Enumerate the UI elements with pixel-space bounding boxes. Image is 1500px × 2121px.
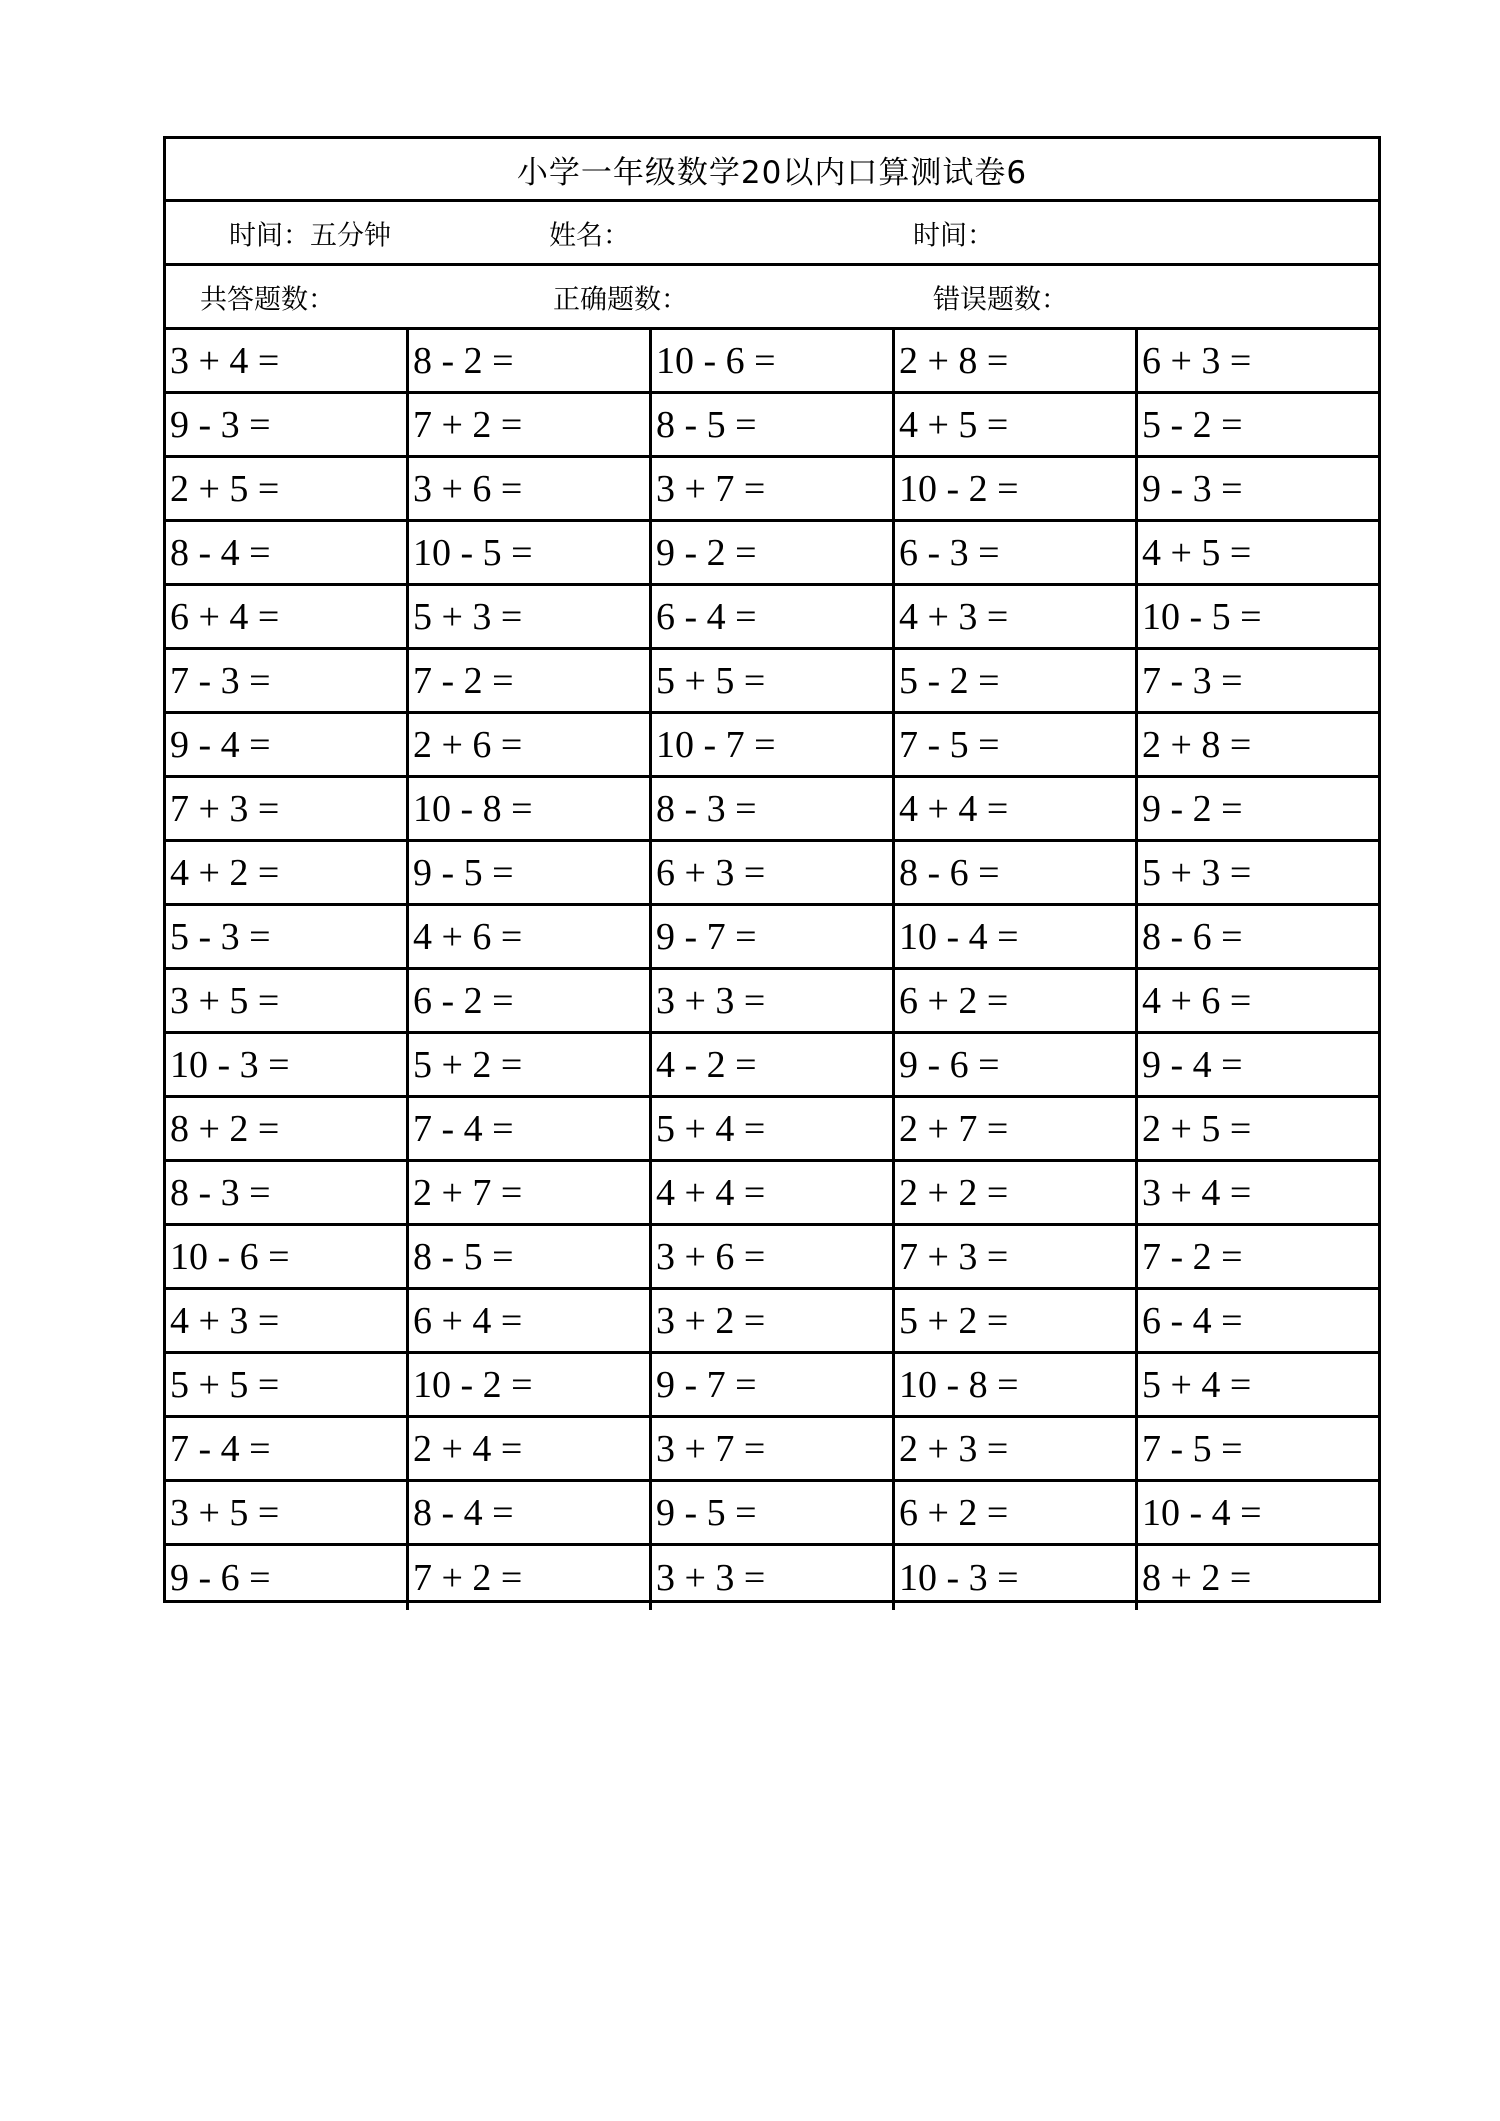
worksheet-table bbox=[163, 136, 1381, 1603]
problem-cell: 3 + 3 = bbox=[652, 1546, 895, 1610]
problem-cell: 3 + 6 = bbox=[409, 458, 652, 522]
problem-cell: 5 + 2 = bbox=[895, 1290, 1138, 1354]
problem-cell: 5 + 4 = bbox=[1138, 1354, 1378, 1418]
problem-cell: 4 + 3 = bbox=[895, 586, 1138, 650]
problem-cell: 8 - 5 = bbox=[409, 1226, 652, 1290]
problem-cell: 2 + 3 = bbox=[895, 1418, 1138, 1482]
problem-cell: 3 + 2 = bbox=[652, 1290, 895, 1354]
problem-cell: 7 + 2 = bbox=[409, 394, 652, 458]
problem-cell: 2 + 8 = bbox=[1138, 714, 1378, 778]
problem-cell: 2 + 2 = bbox=[895, 1162, 1138, 1226]
problem-cell: 10 - 8 = bbox=[895, 1354, 1138, 1418]
correct-count-label: 正确题数： bbox=[553, 284, 688, 315]
problem-cell: 5 + 5 = bbox=[652, 650, 895, 714]
problem-cell: 3 + 4 = bbox=[1138, 1162, 1378, 1226]
problem-cell: 9 - 7 = bbox=[652, 1354, 895, 1418]
problem-cell: 10 - 2 = bbox=[409, 1354, 652, 1418]
problem-cell: 9 - 3 = bbox=[166, 394, 409, 458]
problem-cell: 9 - 4 = bbox=[1138, 1034, 1378, 1098]
problem-cell: 10 - 8 = bbox=[409, 778, 652, 842]
problem-cell: 9 - 5 = bbox=[409, 842, 652, 906]
problem-cell: 3 + 4 = bbox=[166, 330, 409, 394]
problem-cell: 4 + 2 = bbox=[166, 842, 409, 906]
problem-cell: 6 + 4 = bbox=[409, 1290, 652, 1354]
problem-grid bbox=[166, 330, 1378, 1610]
problem-cell: 10 - 2 = bbox=[895, 458, 1138, 522]
problem-cell: 9 - 5 = bbox=[652, 1482, 895, 1546]
problem-cell: 4 - 2 = bbox=[652, 1034, 895, 1098]
problem-cell: 6 - 2 = bbox=[409, 970, 652, 1034]
problem-cell: 5 + 2 = bbox=[409, 1034, 652, 1098]
problem-cell: 2 + 5 = bbox=[166, 458, 409, 522]
info-row-scores bbox=[166, 266, 1378, 330]
problem-cell: 10 - 5 = bbox=[1138, 586, 1378, 650]
problem-cell: 3 + 5 = bbox=[166, 970, 409, 1034]
problem-cell: 7 + 3 = bbox=[895, 1226, 1138, 1290]
problem-cell: 2 + 5 = bbox=[1138, 1098, 1378, 1162]
title-row bbox=[166, 139, 1378, 202]
problem-cell: 9 - 2 = bbox=[652, 522, 895, 586]
problem-cell: 6 + 2 = bbox=[895, 1482, 1138, 1546]
problem-cell: 4 + 3 = bbox=[166, 1290, 409, 1354]
problem-cell: 2 + 4 = bbox=[409, 1418, 652, 1482]
problem-cell: 10 - 3 = bbox=[895, 1546, 1138, 1610]
name-field-label: 姓名： bbox=[549, 220, 630, 251]
problem-cell: 6 + 3 = bbox=[652, 842, 895, 906]
problem-cell: 4 + 6 = bbox=[409, 906, 652, 970]
problem-cell: 6 + 3 = bbox=[1138, 330, 1378, 394]
problem-cell: 7 - 5 = bbox=[895, 714, 1138, 778]
problem-cell: 7 + 3 = bbox=[166, 778, 409, 842]
problem-cell: 7 + 2 = bbox=[409, 1546, 652, 1610]
problem-cell: 3 + 6 = bbox=[652, 1226, 895, 1290]
problem-cell: 4 + 5 = bbox=[895, 394, 1138, 458]
problem-cell: 8 + 2 = bbox=[1142, 1557, 1252, 1599]
problem-cell: 9 - 7 = bbox=[652, 906, 895, 970]
problem-cell: 5 + 3 = bbox=[1138, 842, 1378, 906]
problem-cell: 6 - 4 = bbox=[652, 586, 895, 650]
problem-cell: 4 + 5 = bbox=[1138, 522, 1378, 586]
problem-cell: 10 - 4 = bbox=[1138, 1482, 1378, 1546]
problem-cell: 8 - 4 = bbox=[409, 1482, 652, 1546]
problem-cell: 4 + 6 = bbox=[1138, 970, 1378, 1034]
problem-cell: 4 + 4 = bbox=[895, 778, 1138, 842]
problem-cell: 10 - 6 = bbox=[166, 1226, 409, 1290]
problem-cell: 6 + 4 = bbox=[166, 586, 409, 650]
wrong-count-label: 错误题数： bbox=[933, 284, 1068, 315]
problem-cell: 5 + 4 = bbox=[652, 1098, 895, 1162]
problem-cell: 5 - 3 = bbox=[166, 906, 409, 970]
problem-cell: 9 - 3 = bbox=[1138, 458, 1378, 522]
problem-cell: 6 - 3 = bbox=[895, 522, 1138, 586]
problem-cell: 10 - 6 = bbox=[652, 330, 895, 394]
problem-cell: 5 - 2 = bbox=[1138, 394, 1378, 458]
problem-cell: 2 + 6 = bbox=[409, 714, 652, 778]
problem-cell: 5 - 2 = bbox=[895, 650, 1138, 714]
problem-cell: 5 + 5 = bbox=[166, 1354, 409, 1418]
problem-cell: 9 - 6 = bbox=[895, 1034, 1138, 1098]
problem-cell: 5 + 3 = bbox=[409, 586, 652, 650]
worksheet-title: 小学一年级数学20以内口算测试卷6 bbox=[516, 154, 1028, 191]
problem-cell: 3 + 7 = bbox=[652, 458, 895, 522]
time-field-label: 时间： bbox=[913, 220, 994, 251]
problem-cell: 9 - 2 = bbox=[1138, 778, 1378, 842]
problem-cell: 9 - 6 = bbox=[166, 1546, 409, 1610]
problem-cell: 6 - 4 = bbox=[1138, 1290, 1378, 1354]
problem-cell: 8 - 6 = bbox=[895, 842, 1138, 906]
problem-cell: 2 + 7 = bbox=[895, 1098, 1138, 1162]
problem-cell: 10 - 4 = bbox=[895, 906, 1138, 970]
problem-cell: 8 - 3 = bbox=[166, 1162, 409, 1226]
problem-cell: 8 - 6 = bbox=[1138, 906, 1378, 970]
problem-cell: 7 - 4 = bbox=[409, 1098, 652, 1162]
problem-cell: 7 - 4 = bbox=[166, 1418, 409, 1482]
total-count-label: 共答题数： bbox=[200, 284, 335, 315]
problem-cell: 8 - 4 = bbox=[166, 522, 409, 586]
problem-cell: 10 - 5 = bbox=[409, 522, 652, 586]
problem-cell: 7 - 2 = bbox=[1138, 1226, 1378, 1290]
problem-cell: 3 + 5 = bbox=[166, 1482, 409, 1546]
info-row-time-name bbox=[166, 202, 1378, 266]
problem-cell: 3 + 7 = bbox=[652, 1418, 895, 1482]
problem-cell: 2 + 7 = bbox=[409, 1162, 652, 1226]
problem-cell: 8 - 2 = bbox=[409, 330, 652, 394]
problem-cell: 4 + 4 = bbox=[652, 1162, 895, 1226]
problem-cell: 7 - 2 = bbox=[409, 650, 652, 714]
problem-cell: 2 + 8 = bbox=[895, 330, 1138, 394]
problem-cell: 7 - 5 = bbox=[1138, 1418, 1378, 1482]
problem-cell: 8 - 3 = bbox=[652, 778, 895, 842]
problem-cell: 7 - 3 = bbox=[1138, 650, 1378, 714]
problem-cell: 10 - 7 = bbox=[652, 714, 895, 778]
problem-cell: 9 - 4 = bbox=[166, 714, 409, 778]
time-limit-label: 时间：五分钟 bbox=[229, 220, 391, 251]
problem-cell: 3 + 3 = bbox=[652, 970, 895, 1034]
problem-cell: 8 - 5 = bbox=[652, 394, 895, 458]
problem-cell: 10 - 3 = bbox=[166, 1034, 409, 1098]
problem-cell: 7 - 3 = bbox=[166, 650, 409, 714]
problem-cell: 8 + 2 = bbox=[166, 1098, 409, 1162]
problem-cell: 6 + 2 = bbox=[895, 970, 1138, 1034]
